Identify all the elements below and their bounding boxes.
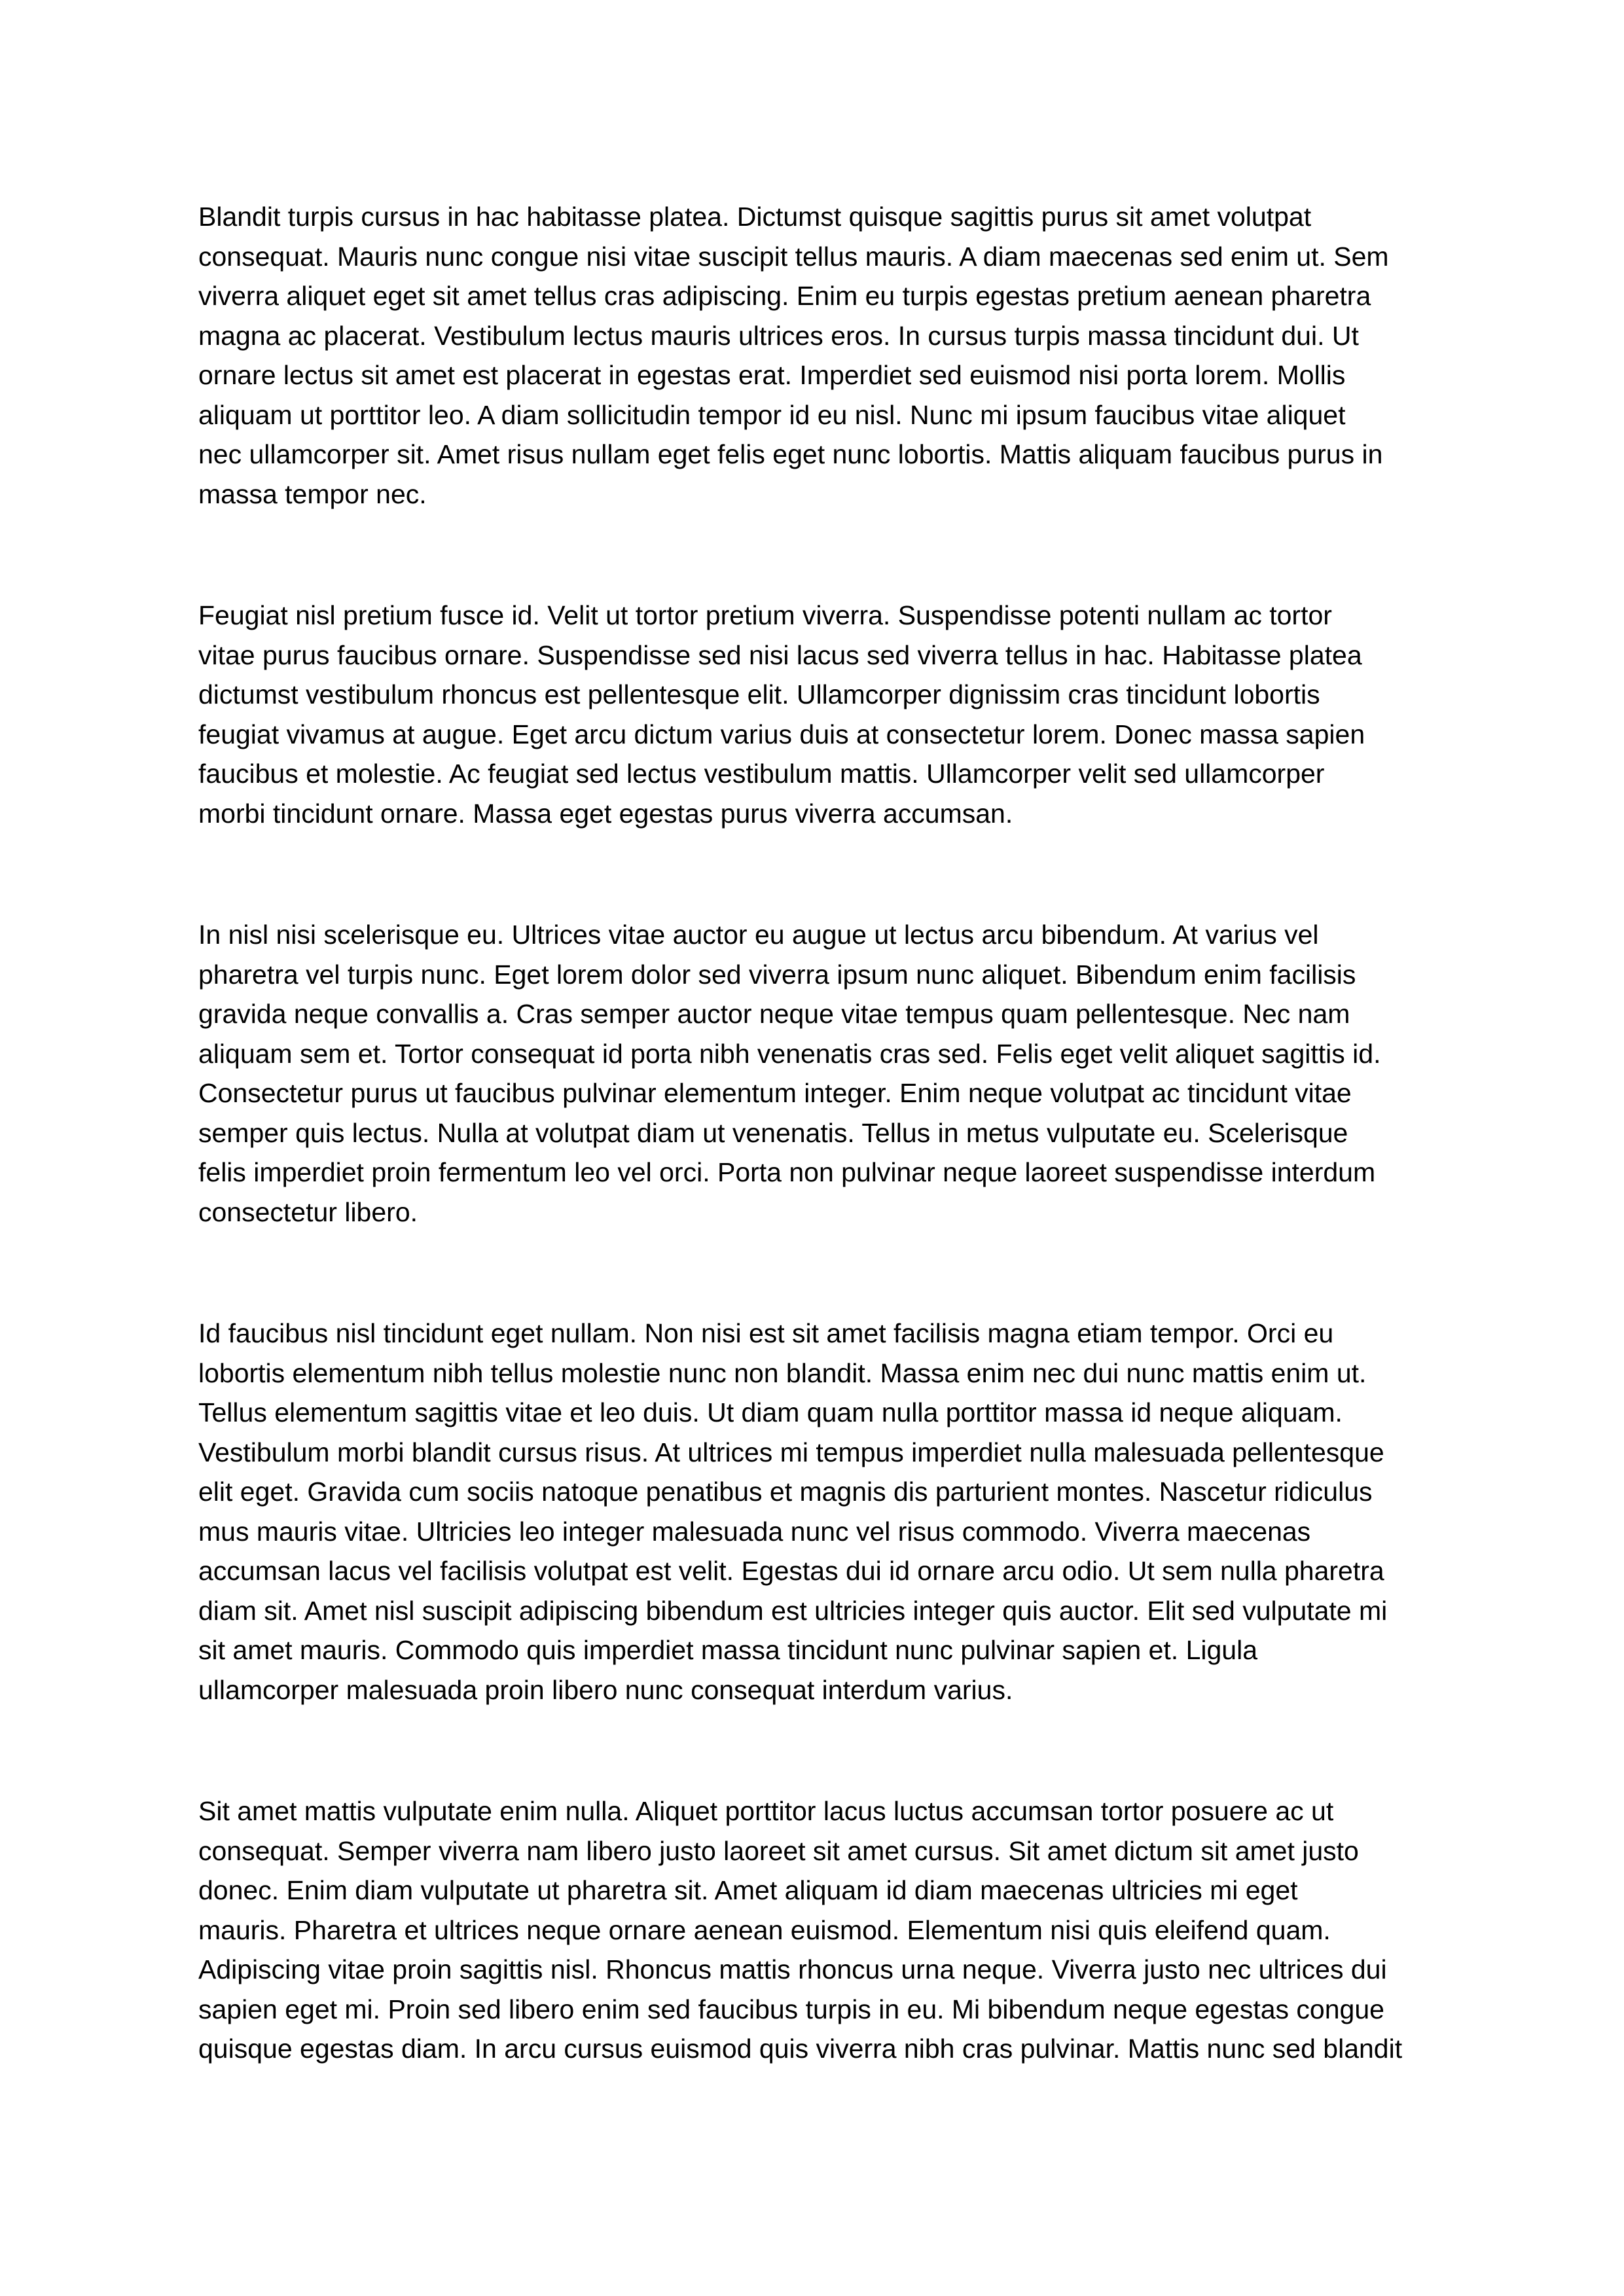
text-line: ullamcorper malesuada proin libero nunc consequat interdum varius.: [198, 1674, 1013, 1705]
text-line: accumsan lacus vel facilisis volutpat est velit. Egestas dui id ornare arcu odio. Ut sem nulla pharetra: [198, 1556, 1384, 1586]
text-line: quisque egestas diam. In arcu cursus euismod quis viverra nibh cras pulvinar. Mattis nunc sed blandit: [198, 2034, 1403, 2064]
text-line: diam sit. Amet nisl suscipit adipiscing bibendum est ultricies integer quis auctor. Elit sed vulputate mi: [198, 1595, 1388, 1626]
text-line: sit amet mauris. Commodo quis imperdiet massa tincidunt nunc pulvinar sapien et. Ligula: [198, 1635, 1257, 1665]
text-line: lobortis elementum nibh tellus molestie nunc non blandit. Massa enim nec dui nunc mattis enim ut.: [198, 1357, 1367, 1388]
text-line: aliquam sem et. Tortor consequat id porta nibh venenatis cras sed. Felis eget velit aliquet sagittis id.: [198, 1038, 1381, 1069]
text-line: vitae purus faucibus ornare. Suspendisse sed nisi lacus sed viverra tellus in hac. Habitasse platea: [198, 639, 1362, 670]
text-line: Blandit turpis cursus in hac habitasse platea. Dictumst quisque sagittis purus sit amet volutpat: [198, 202, 1312, 232]
paragraph: [198, 596, 1432, 833]
paragraph: [198, 915, 1432, 1232]
paragraph: [198, 197, 1432, 514]
paragraph: [198, 1791, 1432, 2069]
text-line: aliquam ut porttitor leo. A diam sollicitudin tempor id eu nisl. Nunc mi ipsum faucibus vitae aliquet: [198, 399, 1346, 430]
text-line: magna ac placerat. Vestibulum lectus mauris ultrices eros. In cursus turpis massa tincidunt dui. Ut: [198, 320, 1359, 351]
text-line: felis imperdiet proin fermentum leo vel orci. Porta non pulvinar neque laoreet suspendisse interdum: [198, 1157, 1376, 1187]
text-line: faucibus et molestie. Ac feugiat sed lectus vestibulum mattis. Ullamcorper velit sed ullamcorper: [198, 759, 1325, 789]
text-line: Adipiscing vitae proin sagittis nisl. Rhoncus mattis rhoncus urna neque. Viverra justo nec ultrices dui: [198, 1954, 1387, 1984]
text-line: elit eget. Gravida cum sociis natoque penatibus et magnis dis parturient montes. Nascetur ridiculus: [198, 1477, 1373, 1507]
text-line: consequat. Semper viverra nam libero justo laoreet sit amet cursus. Sit amet dictum sit amet justo: [198, 1835, 1359, 1866]
text-line: ornare lectus sit amet est placerat in egestas erat. Imperdiet sed euismod nisi porta lorem. Mollis: [198, 360, 1346, 390]
paragraph: [198, 1314, 1432, 1710]
text-line: mus mauris vitae. Ultricies leo integer malesuada nunc vel risus commodo. Viverra maecenas: [198, 1516, 1311, 1547]
text-line: dictumst vestibulum rhoncus est pellentesque elit. Ullamcorper dignissim cras tincidunt lobortis: [198, 679, 1320, 709]
text-line: In nisl nisi scelerisque eu. Ultrices vitae auctor eu augue ut lectus arcu bibendum. At varius vel: [198, 920, 1319, 950]
text-line: Feugiat nisl pretium fusce id. Velit ut tortor pretium viverra. Suspendisse potenti nullam ac tortor: [198, 600, 1332, 630]
text-line: mauris. Pharetra et ultrices neque ornare aenean euismod. Elementum nisi quis eleifend quam.: [198, 1914, 1331, 1945]
text-line: Vestibulum morbi blandit cursus risus. At ultrices mi tempus imperdiet nulla malesuada pellentesque: [198, 1437, 1384, 1467]
text-line: Tellus elementum sagittis vitae et leo duis. Ut diam quam nulla porttitor massa id neque aliquam.: [198, 1397, 1343, 1427]
text-line: nec ullamcorper sit. Amet risus nullam eget felis eget nunc lobortis. Mattis aliquam faucibus purus in: [198, 439, 1383, 469]
text-line: viverra aliquet eget sit amet tellus cras adipiscing. Enim eu turpis egestas pretium aenean pharetra: [198, 281, 1371, 311]
text-line: morbi tincidunt ornare. Massa eget egestas purus viverra accumsan.: [198, 798, 1013, 829]
text-line: massa tempor nec.: [198, 478, 427, 509]
text-line: consequat. Mauris nunc congue nisi vitae suscipit tellus mauris. A diam maecenas sed enim ut. Sem: [198, 241, 1389, 272]
text-line: consectetur libero.: [198, 1196, 418, 1227]
text-line: feugiat vivamus at augue. Eget arcu dictum varius duis at consectetur lorem. Donec massa sapien: [198, 719, 1365, 749]
text-line: semper quis lectus. Nulla at volutpat diam ut venenatis. Tellus in metus vulputate eu. Scelerisque: [198, 1117, 1348, 1148]
text-line: Consectetur purus ut faucibus pulvinar elementum integer. Enim neque volutpat ac tincidunt vitae: [198, 1078, 1352, 1108]
text-line: sapien eget mi. Proin sed libero enim sed faucibus turpis in eu. Mi bibendum neque egestas congue: [198, 1994, 1384, 2024]
text-line: Sit amet mattis vulputate enim nulla. Aliquet porttitor lacus luctus accumsan tortor posuere ac ut: [198, 1796, 1334, 1826]
document-body: [198, 197, 1432, 2069]
text-line: pharetra vel turpis nunc. Eget lorem dolor sed viverra ipsum nunc aliquet. Bibendum enim facilisis: [198, 959, 1356, 990]
text-line: donec. Enim diam vulputate ut pharetra sit. Amet aliquam id diam maecenas ultricies mi eget: [198, 1875, 1298, 1905]
text-line: gravida neque convallis a. Cras semper auctor neque vitae tempus quam pellentesque. Nec nam: [198, 999, 1350, 1029]
text-line: Id faucibus nisl tincidunt eget nullam. Non nisi est sit amet facilisis magna etiam tempor. Orci eu: [198, 1318, 1334, 1348]
